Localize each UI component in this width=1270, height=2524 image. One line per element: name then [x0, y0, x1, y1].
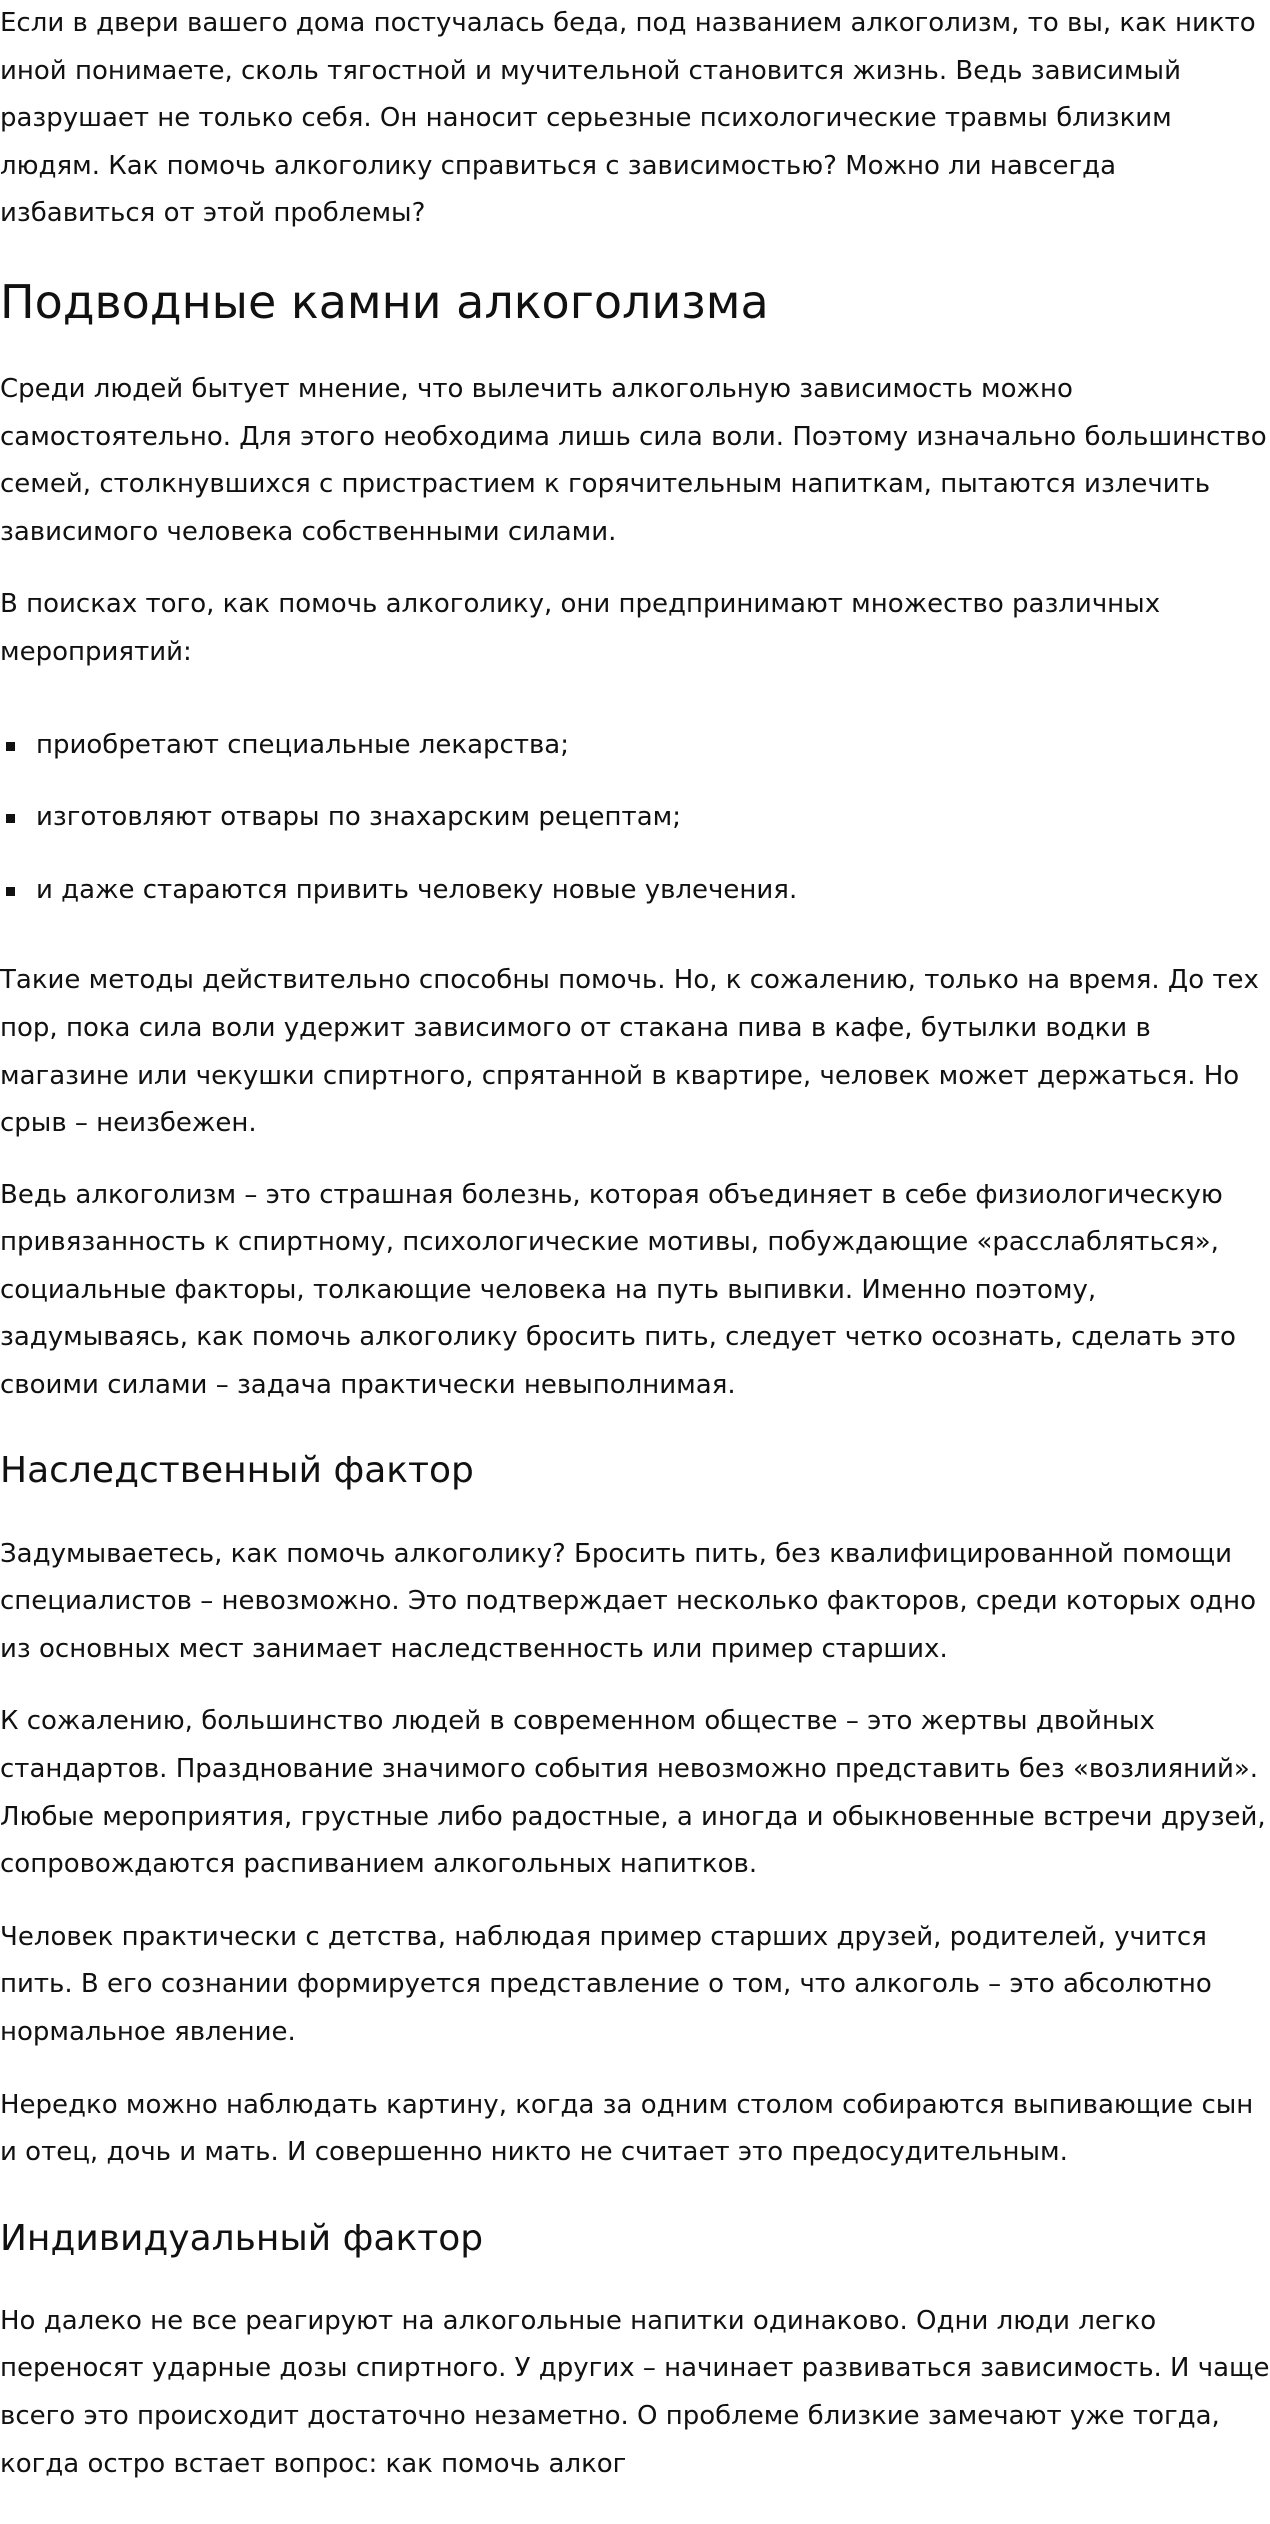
- paragraph-line: зависимого человека собственными силами.: [0, 516, 617, 547]
- paragraph-line: сопровождаются распиванием алкогольных напитков.: [0, 1849, 758, 1880]
- paragraph-line: Ведь алкоголизм – это страшная болезнь, которая объединяет в себе физиологическую: [0, 1179, 1223, 1210]
- paragraph-line: Задумываетесь, как помочь алкоголику? Бросить пить, без квалифицированной помощи: [0, 1538, 1232, 1569]
- paragraph-line: иной понимаете, сколь тягостной и мучительной становится жизнь. Ведь зависимый: [0, 55, 1181, 86]
- paragraph: [0, 366, 1270, 556]
- paragraph-line: специалистов – невозможно. Это подтверждает несколько факторов, среди которых одно: [0, 1586, 1256, 1617]
- paragraph: [0, 1172, 1270, 1410]
- paragraph-line: из основных мест занимает наследственность или пример старших.: [0, 1633, 948, 1664]
- paragraph-line: и отец, дочь и мать. И совершенно никто не считает это предосудительным.: [0, 2137, 1068, 2168]
- paragraph: [0, 1914, 1270, 2057]
- paragraph-line: нормальное явление.: [0, 2017, 296, 2047]
- paragraph-line: разрушает не только себя. Он наносит серьезные психологические травмы близким: [0, 103, 1172, 134]
- paragraph-line: переносят ударные дозы спиртного. У других – начинает развиваться зависимость. И чаще: [0, 2353, 1270, 2384]
- paragraph-line: социальные факторы, толкающие человека на путь выпивки. Именно поэтому,: [0, 1274, 1097, 1305]
- paragraph-line: срыв – неизбежен.: [0, 1108, 257, 1139]
- subsection-heading: Индивидуальный фактор: [0, 2217, 484, 2259]
- paragraph-line: Нередко можно наблюдать картину, когда за одним столом собираются выпивающие сын: [0, 2089, 1254, 2120]
- paragraph: [0, 0, 1270, 238]
- paragraph-line: Человек практически с детства, наблюдая пример старших друзей, родителей, учится: [0, 1921, 1207, 1952]
- paragraph-line: избавиться от этой проблемы?: [0, 198, 426, 229]
- list-item: [0, 794, 1270, 842]
- paragraph: [0, 2298, 1270, 2488]
- paragraph: [0, 1531, 1270, 1674]
- square-bullet-icon: [6, 742, 15, 751]
- paragraph-line: Но далеко не все реагируют на алкогольные напитки одинаково. Одни люди легко: [0, 2305, 1157, 2336]
- list-item-text: изготовляют отвары по знахарским рецептам;: [36, 802, 681, 833]
- paragraph-line: Такие методы действительно способны помочь. Но, к сожалению, только на время. До тех: [0, 965, 1259, 996]
- paragraph-line: людям. Как помочь алкоголику справиться с зависимостью? Можно ли навсегда: [0, 150, 1117, 181]
- list-item-text: приобретают специальные лекарства;: [36, 729, 569, 760]
- paragraph-line: мероприятий:: [0, 636, 192, 667]
- paragraph-line: Любые мероприятия, грустные либо радостные, а иногда и обыкновенные встречи друзей,: [0, 1801, 1266, 1832]
- paragraph-line: К сожалению, большинство людей в современном обществе – это жертвы двойных: [0, 1706, 1155, 1737]
- paragraph-line: когда остро встает вопрос: как помочь алког: [0, 2448, 627, 2479]
- paragraph-line: задумываясь, как помочь алкоголику бросить пить, следует четко осознать, сделать это: [0, 1322, 1236, 1353]
- paragraph: [0, 581, 1270, 676]
- paragraph-line: пор, пока сила воли удержит зависимого от стакана пива в кафе, бутылки водки в: [0, 1012, 1151, 1043]
- list-item: [0, 867, 1270, 915]
- list-item: [0, 722, 1270, 770]
- paragraph: [0, 1698, 1270, 1888]
- square-bullet-icon: [6, 814, 15, 823]
- bullet-list: [0, 722, 1270, 915]
- paragraph-line: семей, столкнувшихся с пристрастием к горячительным напиткам, пытаются излечить: [0, 469, 1211, 500]
- paragraph-line: своими силами – задача практически невыполнимая.: [0, 1370, 736, 1401]
- square-bullet-icon: [6, 887, 15, 896]
- paragraph-line: пить. В его сознании формируется представление о том, что алкоголь – это абсолютно: [0, 1969, 1212, 2000]
- subsection-heading: Наследственный фактор: [0, 1449, 474, 1491]
- paragraph-line: В поисках того, как помочь алкоголику, они предпринимают множество различных: [0, 589, 1161, 620]
- paragraph-line: Среди людей бытует мнение, что вылечить алкогольную зависимость можно: [0, 373, 1073, 404]
- paragraph-line: магазине или чекушки спиртного, спрятанной в квартире, человек может держаться. Но: [0, 1060, 1240, 1091]
- section-heading: Подводные камни алкоголизма: [0, 274, 769, 329]
- list-item-text: и даже стараются привить человеку новые увлечения.: [36, 874, 798, 905]
- paragraph-line: стандартов. Празднование значимого события невозможно представить без «возлияний».: [0, 1754, 1259, 1785]
- paragraph-line: всего это происходит достаточно незаметно. О проблеме близкие замечают уже тогда,: [0, 2400, 1220, 2431]
- paragraph: [0, 957, 1270, 1147]
- paragraph-line: Если в двери вашего дома постучалась беда, под названием алкоголизм, то вы, как никто: [0, 8, 1256, 38]
- paragraph-line: привязанность к спиртному, психологические мотивы, побуждающие «расслабляться»,: [0, 1227, 1219, 1258]
- paragraph-line: самостоятельно. Для этого необходима лишь сила воли. Поэтому изначально большинство: [0, 421, 1267, 452]
- paragraph: [0, 2082, 1270, 2177]
